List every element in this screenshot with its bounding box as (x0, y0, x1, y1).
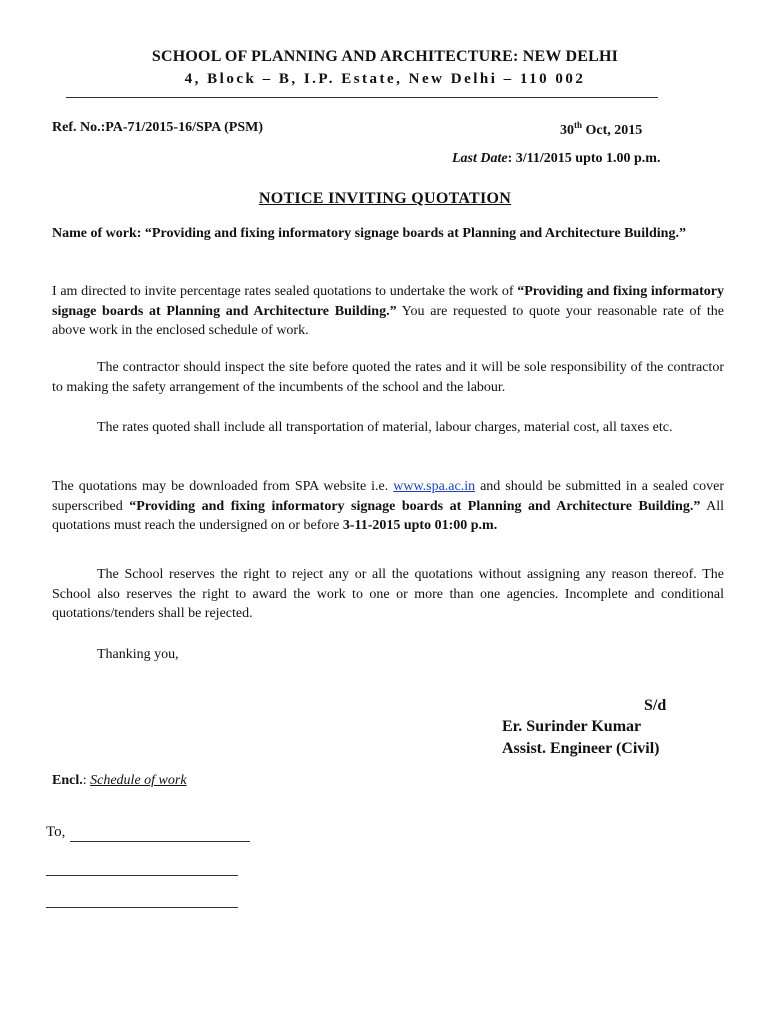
p1-text-end: You are requested to quote your reasonable rate of the above work in the enclosed schedule of work. (52, 303, 724, 338)
institution-address: 4, Block – B, I.P. Estate, New Delhi – 110 002 (184, 71, 586, 87)
header-divider (66, 97, 658, 98)
p1-text: I am directed to invite percentage rates sealed quotations to undertake the work of (52, 284, 518, 299)
spa-website-link[interactable]: www.spa.ac.in (393, 479, 476, 494)
issue-date (560, 120, 642, 139)
last-date (452, 151, 660, 167)
signature-sd: S/d (644, 697, 667, 714)
p4-text-deadline: All quotations must reach the undersigned on or before (52, 498, 724, 533)
name-of-work (52, 224, 724, 244)
name-of-work-label: Name of work (52, 226, 137, 241)
p1-work-title: “Providing and fixing informatory signage boards at Planning and Architecture Building.” (52, 284, 724, 319)
paragraph-submission (52, 477, 724, 536)
name-of-work-value: : “Providing and fixing informatory signage boards at Planning and Architecture Building.” (136, 226, 686, 241)
last-date-value: : 3/11/2015 upto 1.00 p.m. (507, 151, 661, 166)
p4-work-title: “Providing and fixing informatory signage boards at Planning and Architecture Building.” (129, 498, 701, 514)
recipient-line-2 (46, 875, 238, 876)
to-label: To, (46, 824, 66, 840)
paragraph-invitation (52, 282, 724, 341)
enclosure-label: Encl. (52, 773, 83, 788)
issue-date-day: 30 (560, 123, 574, 138)
institution-name: SCHOOL OF PLANNING AND ARCHITECTURE: NEW DELHI (151, 48, 619, 65)
closing-text: Thanking you, (97, 647, 179, 662)
enclosure-colon: : (82, 773, 91, 788)
paragraph-rights: The School reserves the right to reject any or all the quotations without assigning any reason thereof. The School also reserves the right to award the work to one or more than one agencies. Incomplete and conditional quotations/tenders shall be rejected. (52, 567, 724, 621)
issue-date-rest: Oct, 2015 (582, 123, 643, 138)
signatory-designation: Assist. Engineer (Civil) (502, 740, 660, 757)
paragraph-rates: The rates quoted shall include all transportation of material, labour charges, material cost, all taxes etc. (97, 420, 673, 435)
p4-text: The quotations may be downloaded from SPA website i.e. (52, 479, 394, 494)
p4-deadline: 3-11-2015 upto 01:00 p.m. (342, 518, 498, 533)
notice-title: NOTICE INVITING QUOTATION (258, 190, 512, 207)
enclosure-value: Schedule of work (90, 773, 187, 788)
recipient-line-1 (70, 841, 250, 842)
issue-date-suffix: th (574, 120, 583, 130)
enclosure (52, 773, 187, 789)
recipient-line-3 (46, 907, 238, 908)
signatory-name: Er. Surinder Kumar (502, 718, 642, 735)
paragraph-inspection: The contractor should inspect the site before quoted the rates and it will be sole responsibility of the contractor to making the safety arrangement of the incumbents of the school and the labour. (52, 360, 724, 395)
reference-number: Ref. No.:PA-71/2015-16/SPA (PSM) (52, 120, 263, 135)
last-date-label: Last Date (452, 151, 508, 166)
p4-text-mid: and should be submitted in a sealed cover superscribed (52, 479, 724, 514)
